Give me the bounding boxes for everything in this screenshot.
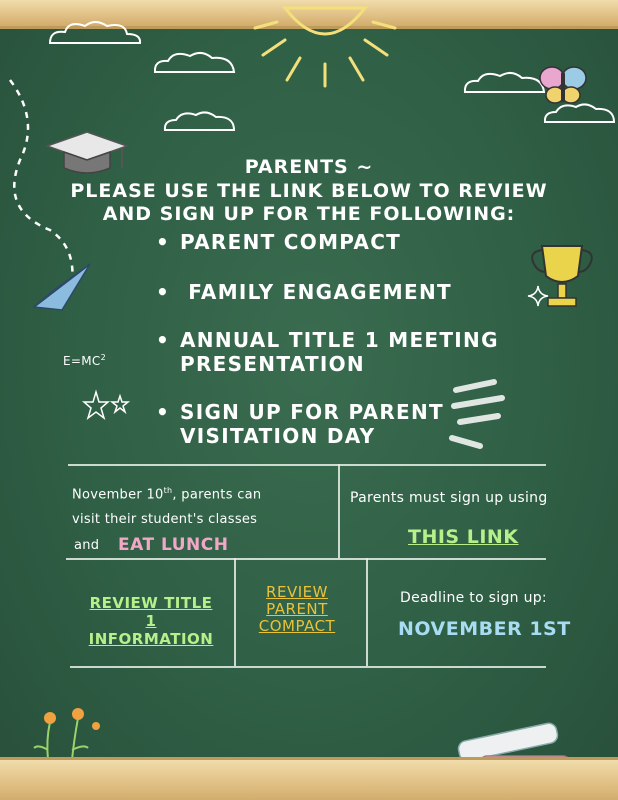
trophy-icon: [528, 240, 596, 320]
cloud-icon: [160, 108, 240, 134]
wood-frame-bottom: [0, 757, 618, 800]
grid-line-bottom: [70, 666, 546, 668]
star-icon: [86, 390, 136, 422]
grid-line-vertical-3: [366, 558, 368, 666]
heading-line-2: PLEASE USE THE LINK BELOW TO REVIEW: [70, 180, 548, 202]
this-link[interactable]: THIS LINK: [408, 526, 519, 548]
grid-line-top: [68, 464, 546, 466]
review-title1-link[interactable]: REVIEW TITLE 1 INFORMATION: [88, 594, 214, 648]
cloud-icon: [45, 18, 145, 48]
paper-plane-icon: [32, 262, 92, 312]
visit-date-text: November 10th, parents can: [72, 486, 262, 503]
flower-icon: [28, 700, 108, 760]
sun-icon: [255, 0, 395, 90]
deadline-date: NOVEMBER 1ST: [398, 618, 571, 640]
chalk-scribble-decoration: [450, 380, 510, 450]
heading-line-3: AND SIGN UP FOR THE FOLLOWING:: [102, 203, 516, 225]
visit-line-2: visit their student's classes: [72, 512, 258, 527]
deadline-text: Deadline to sign up:: [400, 590, 547, 606]
visit-line-3: and: [74, 538, 100, 553]
bullet-family-engagement: • FAMILY ENGAGEMENT: [156, 280, 452, 304]
cloud-icon: [150, 48, 240, 76]
butterfly-icon: [538, 62, 588, 108]
cloud-icon: [460, 68, 550, 96]
review-compact-link[interactable]: REVIEW PARENT COMPACT: [258, 583, 336, 635]
bullet-visitation-day: • SIGN UP FOR PARENT VISITATION DAY: [156, 400, 444, 448]
bullet-annual-title1: • ANNUAL TITLE 1 MEETING PRESENTATION: [156, 328, 499, 376]
grid-line-vertical-1: [338, 464, 340, 558]
formula-text: $E=MC^2$: [63, 353, 106, 368]
heading-line-1: PARENTS ~: [244, 156, 374, 178]
bullet-parent-compact: • PARENT COMPACT: [156, 230, 402, 254]
sparkle-icon: [528, 286, 548, 306]
grid-line-vertical-2: [234, 558, 236, 666]
eat-lunch-text: EAT LUNCH: [118, 535, 229, 555]
signup-text: Parents must sign up using: [350, 490, 548, 506]
grid-line-middle: [66, 558, 546, 560]
